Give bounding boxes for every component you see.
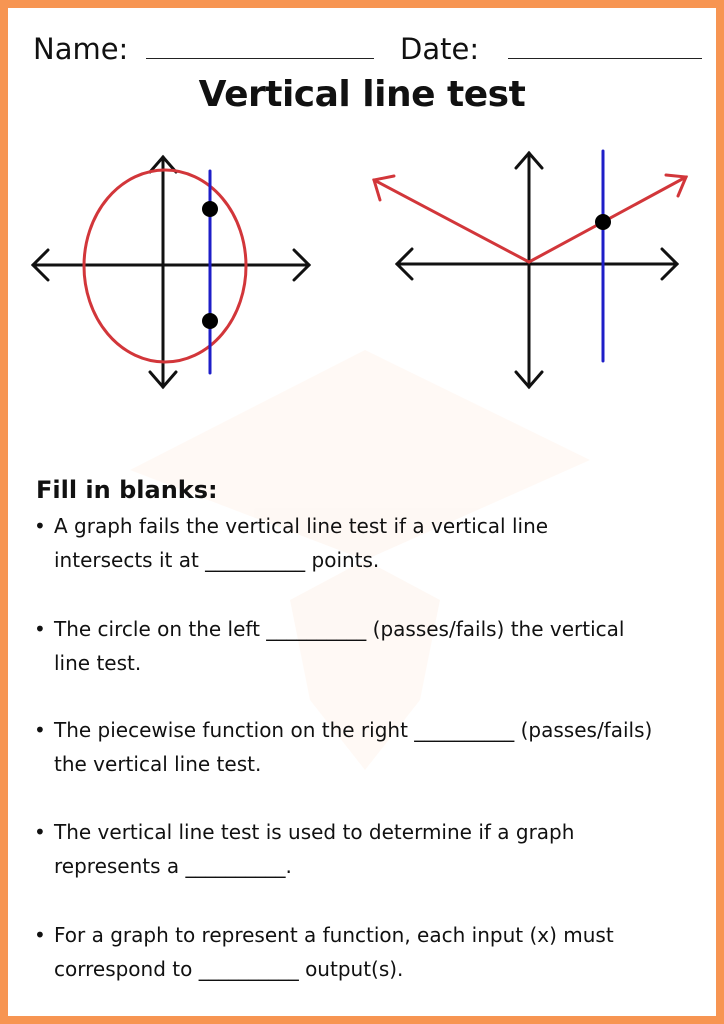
item-text: correspond to __________ output(s). xyxy=(54,957,404,981)
list-item xyxy=(54,612,704,680)
item-text: the vertical line test. xyxy=(54,752,262,776)
item-text: • The circle on the left __________ (passes/fails) the vertical xyxy=(54,617,625,641)
item-text: • The vertical line test is used to determine if a graph xyxy=(54,820,575,844)
circle-graph xyxy=(33,157,309,387)
list-item xyxy=(54,918,704,986)
list-item xyxy=(54,815,704,883)
date-label: Date: xyxy=(400,32,480,66)
item-text: • A graph fails the vertical line test if a vertical line xyxy=(54,514,549,538)
page-title: Vertical line test xyxy=(198,74,526,115)
intersection-point xyxy=(595,214,611,230)
item-text: line test. xyxy=(54,651,142,675)
intersection-point xyxy=(202,313,218,329)
item-text: • The piecewise function on the right __________ (passes/fails) xyxy=(54,718,653,742)
piecewise-graph xyxy=(374,151,686,387)
item-text: • For a graph to represent a function, each input (x) must xyxy=(54,923,614,947)
section-title: Fill in blanks: xyxy=(36,476,218,504)
list-item xyxy=(54,713,704,781)
item-text: intersects it at __________ points. xyxy=(54,548,380,572)
list-item xyxy=(54,509,704,577)
name-label: Name: xyxy=(33,32,129,66)
item-text: represents a __________. xyxy=(54,854,292,878)
intersection-point xyxy=(202,201,218,217)
